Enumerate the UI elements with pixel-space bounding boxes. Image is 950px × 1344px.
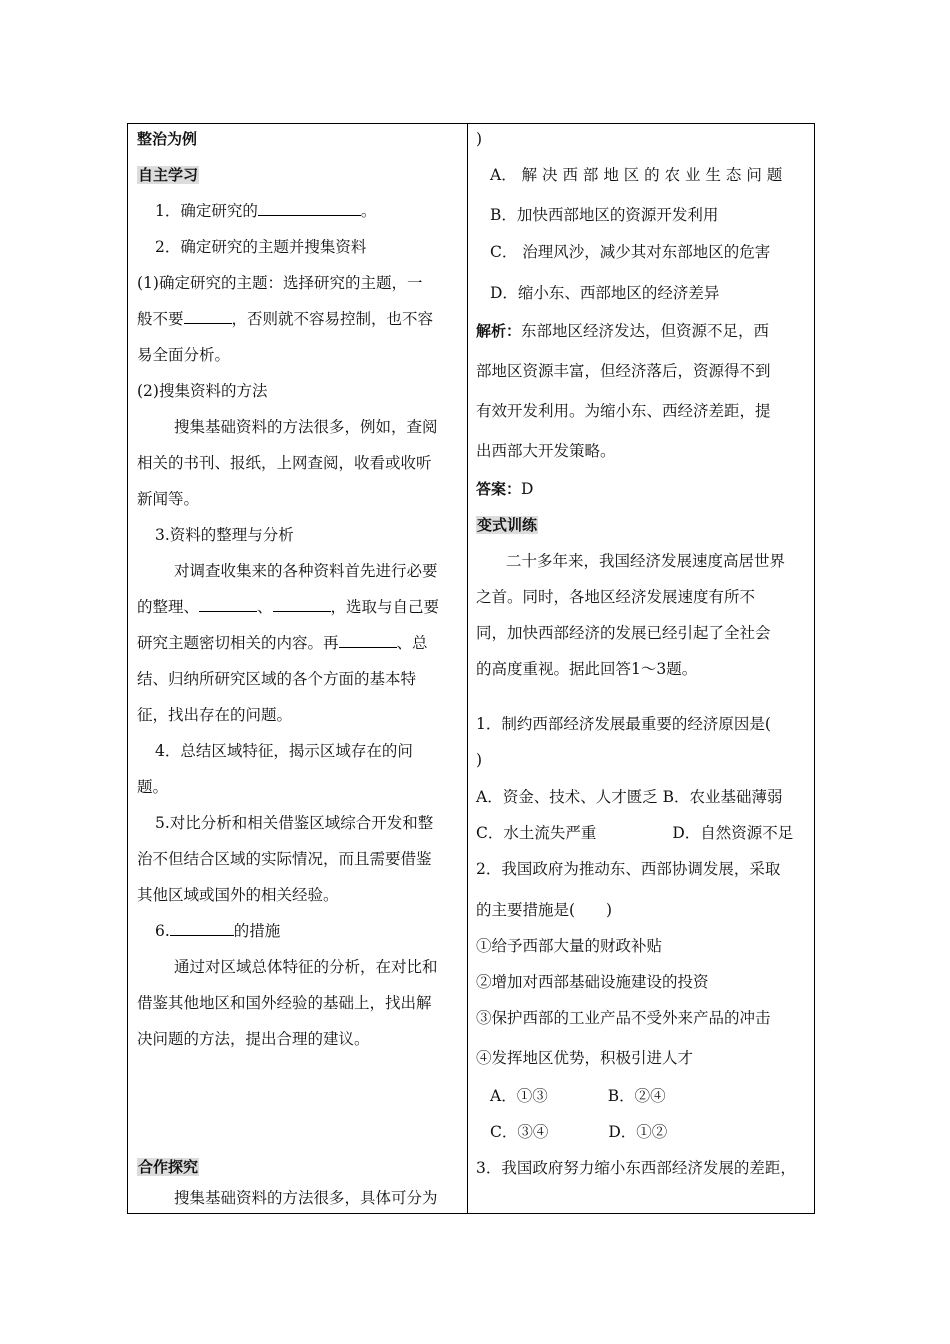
fill-blank bbox=[339, 633, 397, 648]
section-title-continued: 整治为例 bbox=[137, 130, 198, 148]
question-3: 3．我国政府努力缩小东西部经济发展的差距， bbox=[476, 1159, 796, 1177]
analysis-line: 解析：东部地区经济发达，但资源不足，西 bbox=[476, 322, 770, 340]
fill-blank bbox=[258, 201, 361, 216]
paragraph-line: 二十多年来，我国经济发展速度高居世界 bbox=[506, 552, 786, 570]
answer-line: 答案：D bbox=[476, 480, 534, 498]
paragraph-line: 之首。同时，各地区经济发展速度有所不 bbox=[476, 588, 756, 606]
paragraph-line: 其他区域或国外的相关经验。 bbox=[137, 886, 339, 904]
option-a: A． 解 决 西 部 地 区 的 农 业 生 态 问 题 bbox=[490, 166, 783, 184]
paragraph-line: 相关的书刊、报纸，上网查阅，收看或收听 bbox=[137, 454, 432, 472]
paragraph-line: 有效开发利用。为缩小东、西经济差距，提 bbox=[476, 402, 771, 420]
statement-2: ②增加对西部基础设施建设的投资 bbox=[476, 973, 709, 991]
fill-blank bbox=[170, 921, 234, 936]
statement-4: ④发挥地区优势，积极引进人才 bbox=[476, 1049, 694, 1067]
fill-blank bbox=[184, 309, 232, 324]
item-1: 1．确定研究的 。 bbox=[155, 202, 377, 220]
paragraph-line: 搜集基础资料的方法很多，具体可分为 bbox=[174, 1189, 438, 1207]
paragraph-line: 结、归纳所研究区域的各个方面的基本特 bbox=[137, 670, 417, 688]
paragraph-line: 借鉴其他地区和国外经验的基础上，找出解 bbox=[137, 994, 432, 1012]
question-2: 2．我国政府为推动东、西部协调发展，采取 bbox=[476, 860, 781, 878]
paragraph-line: 征，找出存在的问题。 bbox=[137, 706, 293, 724]
column-divider bbox=[467, 124, 468, 1213]
paragraph-line: (1)确定研究的主题：选择研究的主题，一 bbox=[137, 274, 423, 292]
q2-options-ab: A．①③ B．②④ bbox=[490, 1087, 666, 1105]
paragraph-line: 决问题的方法，提出合理的建议。 bbox=[137, 1030, 370, 1048]
sub-heading: (2)搜集资料的方法 bbox=[137, 382, 268, 400]
statement-3: ③保护西部的工业产品不受外来产品的冲击 bbox=[476, 1009, 771, 1027]
paragraph-line: 易全面分析。 bbox=[137, 346, 231, 364]
paren-close: ) bbox=[476, 130, 483, 148]
paragraph-line: 搜集基础资料的方法很多，例如，查阅 bbox=[174, 418, 438, 436]
heading-cooperative-inquiry: 合作探究 bbox=[138, 1158, 199, 1176]
paragraph-line: 的整理、 、 ，选取与自己要 bbox=[137, 598, 440, 616]
item-6: 6. 的措施 bbox=[155, 922, 281, 940]
option-d: D．缩小东、西部地区的经济差异 bbox=[490, 284, 720, 302]
paragraph-line: 出西部大开发策略。 bbox=[476, 442, 616, 460]
fill-blank bbox=[273, 597, 331, 612]
item-2: 2．确定研究的主题并搜集资料 bbox=[155, 238, 367, 256]
paragraph-line: 部地区资源丰富，但经济落后，资源得不到 bbox=[476, 362, 771, 380]
q1-options-ab: A．资金、技术、人才匮乏 B．农业基础薄弱 bbox=[476, 788, 783, 806]
item-4: 4．总结区域特征，揭示区域存在的问 bbox=[155, 742, 413, 760]
paragraph-line: 治不但结合区域的实际情况，而且需要借鉴 bbox=[137, 850, 432, 868]
paragraph-line: 题。 bbox=[137, 778, 169, 796]
paragraph-line: 通过对区域总体特征的分析，在对比和 bbox=[174, 958, 438, 976]
item-5: 5.对比分析和相关借鉴区域综合开发和整 bbox=[155, 814, 434, 832]
q1-options-cd: C．水土流失严重 D．自然资源不足 bbox=[476, 824, 794, 842]
paren-close: ) bbox=[476, 751, 483, 769]
question-1: 1．制约西部经济发展最重要的经济原因是( bbox=[476, 715, 771, 733]
paragraph-line: 对调查收集来的各种资料首先进行必要 bbox=[174, 562, 438, 580]
option-b: B．加快西部地区的资源开发利用 bbox=[490, 206, 719, 224]
paragraph-line: 新闻等。 bbox=[137, 490, 200, 508]
paragraph-line: 般不要 ，否则就不容易控制，也不容 bbox=[137, 310, 434, 328]
heading-variant-training: 变式训练 bbox=[477, 516, 538, 534]
option-c: C． 治理风沙，减少其对东部地区的危害 bbox=[490, 243, 771, 261]
two-column-table bbox=[127, 123, 815, 1214]
fill-blank bbox=[199, 597, 257, 612]
paragraph-line: 的主要措施是( ) bbox=[476, 901, 613, 919]
q2-options-cd: C．③④ D．①② bbox=[490, 1123, 668, 1141]
statement-1: ①给予西部大量的财政补贴 bbox=[476, 937, 663, 955]
paragraph-line: 研究主题密切相关的内容。再 、总 bbox=[137, 634, 428, 652]
paragraph-line: 的高度重视。据此回答1～3题。 bbox=[476, 660, 698, 678]
paragraph-line: 同，加快西部经济的发展已经引起了全社会 bbox=[476, 624, 771, 642]
heading-self-study: 自主学习 bbox=[138, 166, 199, 184]
item-3: 3.资料的整理与分析 bbox=[155, 526, 294, 544]
